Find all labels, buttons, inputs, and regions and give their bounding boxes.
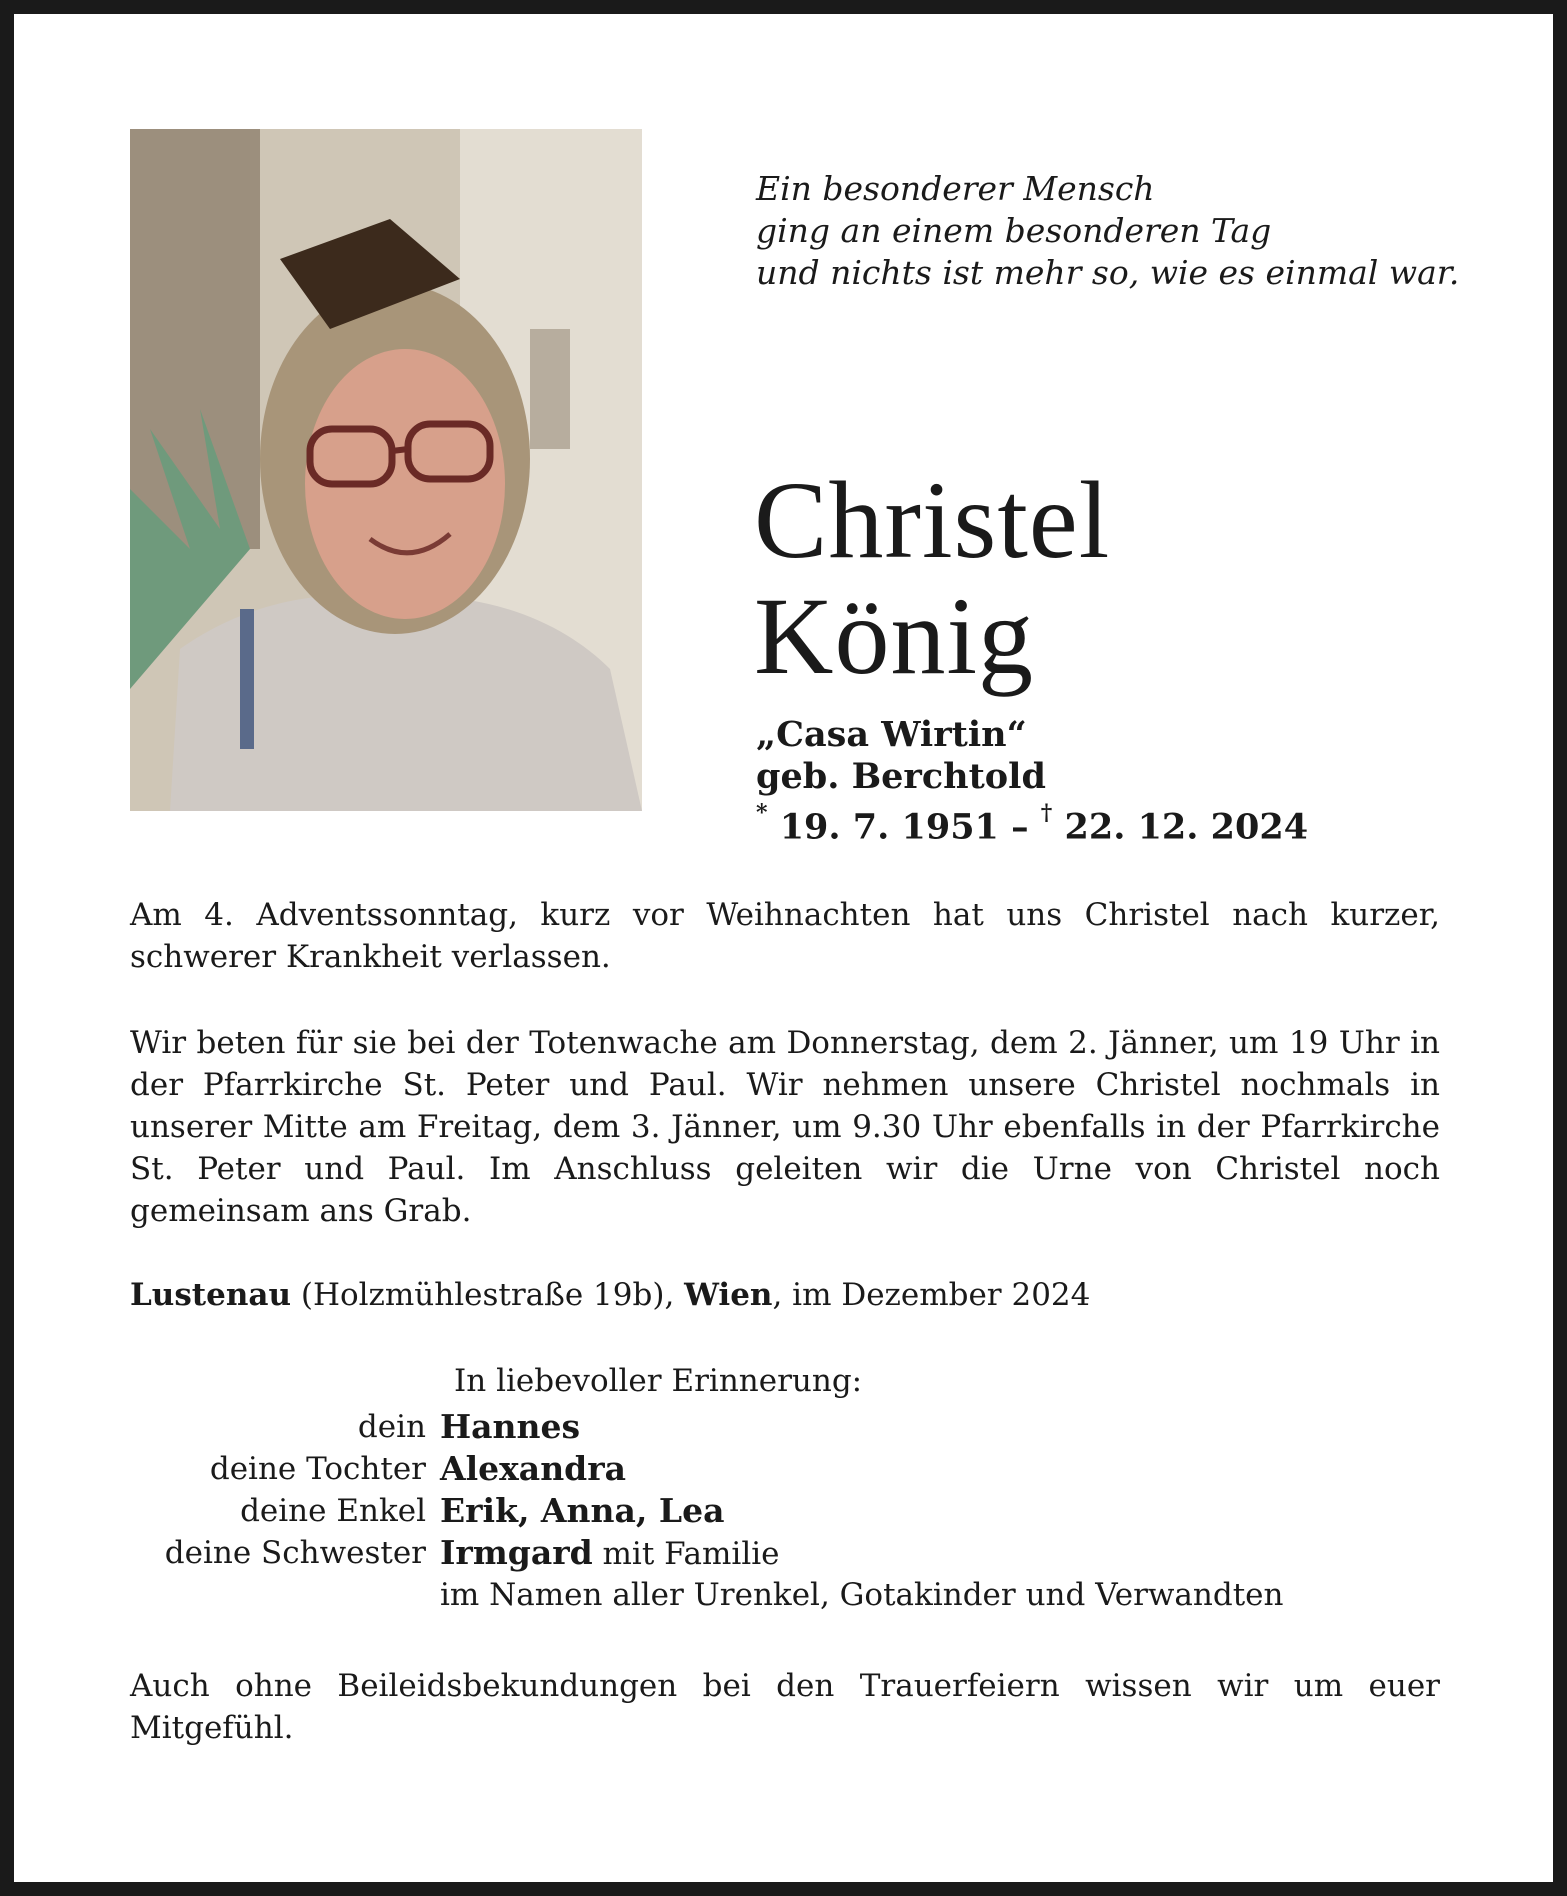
place-wien: Wien (684, 1277, 773, 1313)
date-text: , im Dezember 2024 (772, 1277, 1091, 1313)
portrait-photo (130, 129, 642, 811)
portrait-icon (130, 129, 642, 811)
announcement-paragraph: Am 4. Adventssonntag, kurz vor Weihnachten hat uns Christel nach kurzer, schwerer Krankheit verlassen. (130, 897, 1440, 975)
nickname: „Casa Wirtin“ (756, 714, 1027, 755)
family-name: Hannes (440, 1407, 581, 1446)
family-role: dein (357, 1409, 426, 1445)
family-row (130, 1532, 1450, 1574)
family-row (130, 1574, 1450, 1616)
address: (Holzmühlestraße 19b), (291, 1277, 685, 1313)
date-separator: – (998, 806, 1041, 848)
remembrance-intro: In liebevoller Erinnerung: (454, 1363, 863, 1399)
motto-line: Ein besonderer Mensch (756, 169, 1155, 208)
family-row (130, 1406, 1450, 1448)
family-role: deine Enkel (240, 1493, 426, 1529)
life-dates (756, 798, 1308, 849)
place-lustenau: Lustenau (130, 1277, 291, 1313)
closing-paragraph: Auch ohne Beileidsbekundungen bei den Trauerfeiern wissen wir um euer Mitgefühl. (130, 1668, 1440, 1746)
family-name: Alexandra (440, 1449, 627, 1488)
deceased-name (754, 459, 1111, 697)
family-role: deine Tochter (209, 1451, 426, 1487)
place-date-line (130, 1274, 1440, 1316)
motto-line: ging an einem besonderen Tag (756, 211, 1272, 250)
birth-symbol: * (756, 800, 768, 826)
family-extra: mit Familie (592, 1536, 780, 1572)
deceased-details (756, 714, 1308, 849)
motto-line: und nichts ist mehr so, wie es einmal war. (756, 253, 1460, 292)
first-name: Christel (754, 459, 1111, 581)
death-symbol: † (1040, 800, 1053, 826)
family-row (130, 1490, 1450, 1532)
funeral-details-paragraph: Wir beten für sie bei der Totenwache am Donnerstag, dem 2. Jänner, um 19 Uhr in der Pfarrkirche St. Peter und Paul. Wir nehmen unsere Christel nochmals in unserer Mitte am Freitag, dem 3. Jänner, um 9.30 Uhr ebenfalls in der Pfarrkirche St. Peter und Paul. Im Anschluss geleiten wir die Urne von Christel noch gemeinsam ans Grab. (130, 1025, 1440, 1229)
birth-name: geb. Berchtold (756, 756, 1046, 797)
family-name: Irmgard (440, 1533, 593, 1572)
family-role: deine Schwester (164, 1535, 426, 1571)
family-name: Erik, Anna, Lea (440, 1491, 725, 1530)
birth-date: 19. 7. 1951 (779, 806, 999, 848)
last-name: König (754, 575, 1034, 697)
death-date: 22. 12. 2024 (1064, 806, 1309, 848)
family-row (130, 1448, 1450, 1490)
family-list (130, 1406, 1450, 1616)
motto-verse (756, 168, 1459, 294)
family-closing: im Namen aller Urenkel, Gotakinder und Verwandten (440, 1577, 1284, 1613)
